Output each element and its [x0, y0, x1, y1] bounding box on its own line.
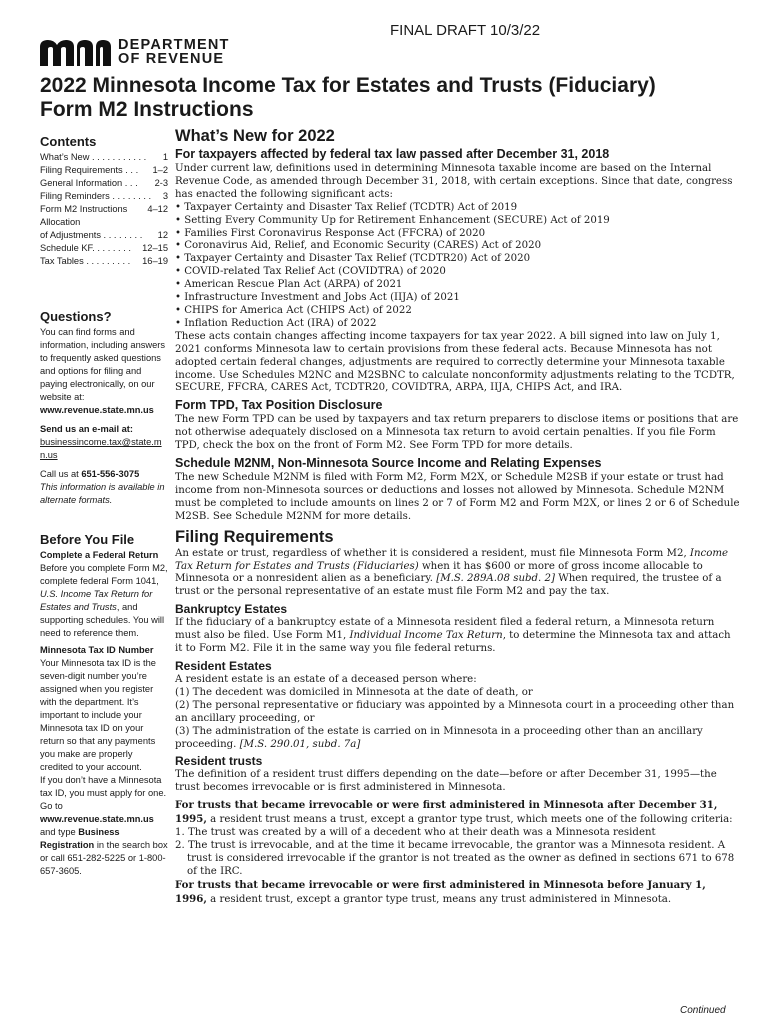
website-link[interactable]: www.revenue.state.mn.us — [40, 814, 154, 824]
toc-item[interactable]: Filing Requirements . . . 1–2 — [40, 165, 168, 175]
form-tpd-text: The new Form TPD can be used by taxpayers and tax return preparers to disclose items or positions that are not otherwise adequately disclosed on a Minnesota tax return to avoid certain penalties. If you file Form TPD, check the box on the front of Form M2. See Form TPD for more details. — [175, 414, 739, 452]
logo-wordmark — [118, 38, 230, 66]
complete-federal-return-heading: Complete a Federal Return — [40, 550, 159, 560]
resident-trusts-heading: Resident trusts — [175, 754, 263, 769]
filing-requirements-text: An estate or trust, regardless of whether it is considered a resident, must file Minnesota Form M2, Income Tax Return for Estates and Trusts (Fiduciaries) when it has $600 or more of gross income allocable to Minnesota or a nonresident alien as a beneficiary. [M.S. 289A.08 subd. 2] When required, the trustee of a trust or the personal representative of an estate must file Form M2 and pay the tax. — [175, 547, 729, 598]
list-item: • American Rescue Plan Act (ARPA) of 2021 — [175, 279, 403, 291]
list-item: • Inflation Reduction Act (IRA) of 2022 — [175, 317, 377, 329]
form-tpd-heading: Form TPD, Tax Position Disclosure — [175, 398, 383, 413]
title-line-2: Form M2 Instructions — [40, 98, 254, 121]
resident-trusts-intro: The definition of a resident trust differs depending on the date—before or after December 31, 1995—the trust becomes irrevocable or is first administered in Minnesota. — [175, 769, 717, 794]
email-label: Send us an e-mail at: — [40, 424, 133, 434]
list-item: (1) The decedent was domiciled in Minnesota at the date of death, or — [175, 686, 533, 698]
list-item: • CHIPS for America Act (CHIPS Act) of 2022 — [175, 304, 412, 316]
website-link[interactable]: www.revenue.state.mn.us — [40, 405, 154, 415]
toc-item[interactable]: Filing Reminders . . . . . . . . 3 — [40, 191, 168, 201]
questions-text: You can find forms and information, including answers to frequently asked questions and options for filing and paying electronically, on our website at: — [40, 327, 166, 402]
resident-estates-heading: Resident Estates — [175, 659, 272, 673]
logo-line-2: OF REVENUE — [118, 51, 225, 67]
federal-law-heading: For taxpayers affected by federal tax law passed after December 31, 2018 — [175, 147, 610, 161]
schedule-m2nm-text: The new Schedule M2NM is filed with Form M2, Form M2X, or Schedule M2SB if your estate or trust had income from non-Minnesota sources or deductions and losses not allowed by Minnesota. Schedule M2NM must be completed to include amounts on lines 2 or 7 of Form M2 and Form M2X, or lines 2 or 6 of Schedule M2SB. See Schedule M2NM for more details. — [175, 472, 740, 522]
federal-law-intro: Under current law, definitions used in determining Minnesota taxable income are based on the Internal Revenue Code, as amended through December 31, 2018, with certain exceptions. Since that date, congress has enacted the following significant acts: — [175, 163, 733, 200]
email-link[interactable]: businessincome.tax@state.mn.us — [40, 437, 162, 460]
after-1995-list — [175, 827, 741, 879]
no-tax-id-text: If you don’t have a Minnesota tax ID, you must apply for one. Go to www.revenue.state.mn.us and type Business Registration in the search box or call 651-282-5225 or 1-800-657-3605. — [40, 775, 168, 876]
phone-line: Call us at 651-556-3075 — [40, 469, 140, 479]
list-item: • Coronavirus Aid, Relief, and Economic Security (CARES) Act of 2020 — [175, 240, 542, 252]
list-item: • COVID-related Tax Relief Act (COVIDTRA) of 2020 — [175, 266, 446, 278]
toc-item[interactable]: Tax Tables . . . . . . . . . 16–19 — [40, 256, 168, 266]
list-item: (3) The administration of the estate is carried on in Minnesota in a proceeding other than an ancillary proceeding. [M.S. 290.01, subd. 7a] — [175, 725, 703, 750]
continued-label: Continued — [680, 1005, 726, 1016]
tax-id-heading: Minnesota Tax ID Number — [40, 645, 154, 655]
before-you-file-heading: Before You File — [40, 532, 135, 547]
questions-heading: Questions? — [40, 309, 112, 324]
toc-item[interactable]: Schedule KF. . . . . . . . 12–15 — [40, 243, 168, 253]
before-you-file-text: Before you complete Form M2, complete federal Form 1041, U.S. Income Tax Return for Estates and Trusts, and supporting schedules. You will need to reference them. — [40, 563, 168, 638]
whats-new-heading: What’s New for 2022 — [175, 127, 335, 145]
contents-heading: Contents — [40, 134, 97, 149]
title-line-1: 2022 Minnesota Income Tax for Estates and Trusts (Fiduciary) — [40, 74, 656, 97]
main-content — [175, 127, 741, 907]
toc-item[interactable]: of Adjustments . . . . . . . . 12 — [40, 230, 168, 240]
toc-item[interactable]: General Information . . . 2-3 — [40, 178, 168, 188]
bankruptcy-estates-heading: Bankruptcy Estates — [175, 602, 288, 617]
phone-number[interactable]: 651-556-3075 — [81, 469, 140, 479]
toc-item[interactable]: What’s New . . . . . . . . . . . 1 — [40, 152, 168, 162]
mn-logo-icon — [40, 38, 112, 66]
acts-list — [175, 202, 741, 331]
toc-item[interactable]: Form M2 Instructions 4–12 — [40, 204, 168, 214]
acts-summary: These acts contain changes affecting income taxpayers for tax year 2022. A bill signed into law on July 1, 2021 conforms Minnesota law to certain provisions from these federal acts. Because Minnesota has not adopted certain federal changes, adjustments are required to correctly determine your Minnesota taxable income. Use Schedules M2NC and M2SBNC to calculate nonconformity adjustments relating to the TCDTR, SECURE, FFCRA, CARES Act, TCDTR20, COVIDTRA, ARPA, IIJA, CHIPS Act, and IRA. — [175, 330, 735, 394]
filing-requirements-heading: Filing Requirements — [175, 527, 334, 546]
sidebar — [40, 135, 168, 878]
resident-estates-list — [175, 687, 741, 752]
after-1995-text: For trusts that became irrevocable or were first administered in Minnesota after December 31, 1995, a resident trust means a trust, except a grantor type trust, which meets one of the following criteria: — [175, 799, 733, 826]
bankruptcy-estates-text: If the fiduciary of a bankruptcy estate of a Minnesota resident filed a federal return, a Minnesota return must also be filed. Use Form M1, Individual Income Tax Return, to determine the Minnesota tax and attach it to Form M2. File it in the same way you file federal returns. — [175, 617, 731, 655]
resident-estates-intro: A resident estate is an estate of a deceased person where: — [175, 674, 477, 685]
list-item: • Taxpayer Certainty and Disaster Tax Relief (TCDTR20) Act of 2020 — [175, 253, 531, 265]
list-item: • Infrastructure Investment and Jobs Act (IIJA) of 2021 — [175, 292, 460, 304]
department-logo — [40, 38, 230, 66]
tax-id-text: Your Minnesota tax ID is the seven-digit number you’re assigned when you register with the department. It’s important to include your Minnesota tax ID on your return so that any payments you make are properly credited to your account. — [40, 658, 156, 772]
draft-label: FINAL DRAFT 10/3/22 — [390, 22, 541, 39]
list-item: 1. The trust was created by a will of a decedent who at their death was a Minnesota resident — [175, 827, 656, 839]
schedule-m2nm-heading: Schedule M2NM, Non-Minnesota Source Income and Relating Expenses — [175, 456, 602, 471]
list-item: 2. The trust is irrevocable, and at the time it became irrevocable, the grantor was a Minnesota resident. A trust is considered irrevocable if the grantor is not treated as the owner as defined in sections 671 to 678 of the IRC. — [175, 839, 735, 877]
before-1996-text: For trusts that became irrevocable or were first administered in Minnesota before January 1, 1996, a resident trust, except a grantor type trust, means any trust administered in Minnesota. — [175, 878, 706, 905]
table-of-contents — [40, 151, 168, 268]
list-item: • Taxpayer Certainty and Disaster Tax Relief (TCDTR) Act of 2019 — [175, 201, 518, 213]
alt-formats-note: This information is available in alternate formats. — [40, 482, 165, 505]
toc-item[interactable]: Allocation — [40, 217, 81, 227]
list-item: (2) The personal representative or fiduciary was appointed by a Minnesota court in a proceeding other than an ancillary proceeding, or — [175, 699, 735, 724]
list-item: • Families First Coronavirus Response Act (FFCRA) of 2020 — [175, 227, 486, 239]
logo-line-1: DEPARTMENT — [118, 37, 230, 53]
page-title — [40, 74, 740, 122]
list-item: • Setting Every Community Up for Retirement Enhancement (SECURE) Act of 2019 — [175, 214, 610, 226]
